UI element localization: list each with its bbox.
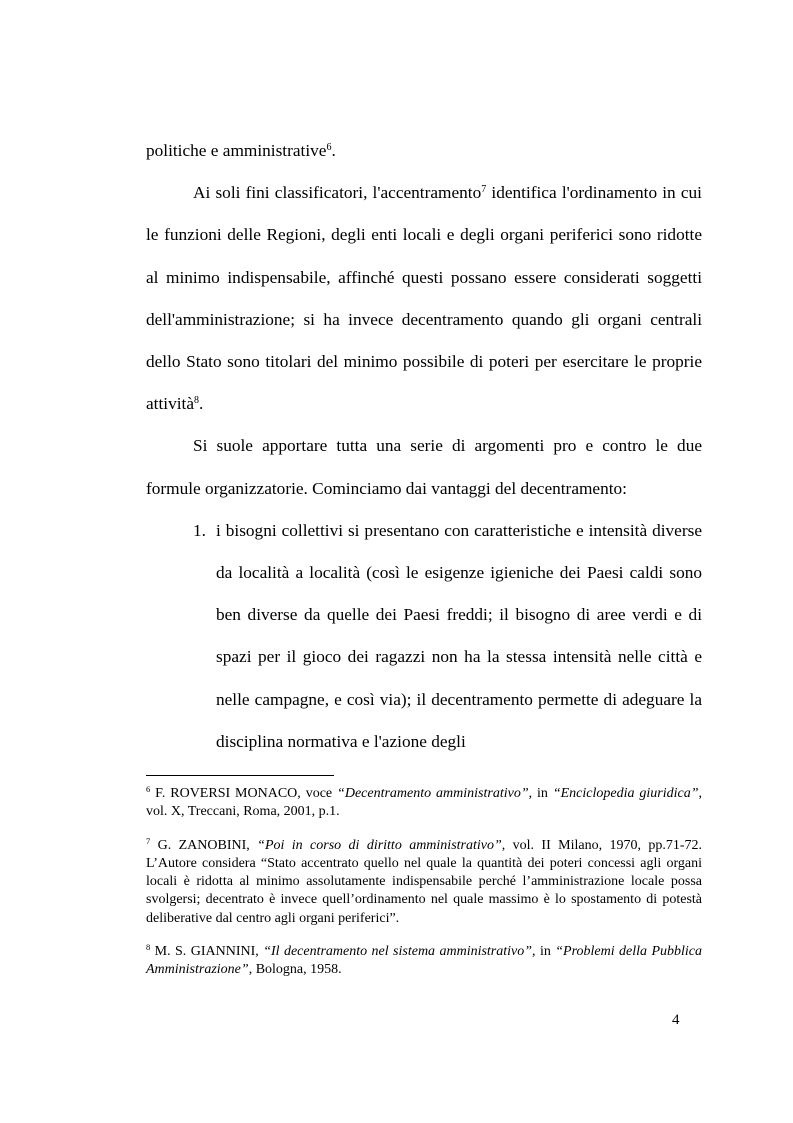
list-item [146, 510, 702, 763]
advantages-list [146, 510, 702, 763]
page-number: 4 [672, 1012, 680, 1028]
footnote-text: , vol. X, Treccani, Roma, 2001, p.1. [146, 786, 703, 820]
paragraph-text: Ai soli fini classificatori, l'accentramento [193, 183, 482, 203]
footnote-number: 7 [146, 835, 151, 846]
footnote-text: , Bologna, 1958. [248, 962, 342, 978]
punctuation: . [199, 394, 204, 414]
footnotes [146, 785, 702, 995]
footnote-title: “Poi in corso di diritto amministrativo” [257, 837, 502, 853]
paragraph-accentramento [146, 172, 702, 425]
footnote-text: G. ZANOBINI, [150, 837, 258, 853]
footnote-ref-6[interactable]: 6 [326, 142, 332, 153]
footnote-title: “Enciclopedia giuridica” [552, 786, 699, 801]
footnote-8 [146, 943, 702, 980]
footnote-ref-7[interactable]: 7 [481, 184, 487, 196]
list-item-number: 1. [193, 520, 206, 540]
footnote-number: 6 [146, 784, 151, 794]
list-item-text: i bisogni collettivi si presentano con caratteristiche e intensità diverse da località a località (così le esigenze igieniche dei Paesi caldi sono ben diverse da quelle dei Paesi freddi; il bisogno di aree verdi e di spazi per il gioco dei ragazzi non ha la stessa intensità nelle città e nelle campagne, e così via); il decentramento permette di adeguare la disciplina normativa e l'azione degli [216, 520, 702, 751]
footnote-number: 8 [146, 942, 151, 953]
footnote-separator [146, 775, 334, 776]
footnote-text: M. S. GIANNINI, [150, 944, 264, 960]
paragraph-text: politiche e amministrative [146, 141, 327, 160]
footnote-text: F. ROVERSI MONACO, voce [150, 786, 338, 801]
paragraph-argomenti: Si suole apportare tutta una serie di argomenti pro e contro le due formule organizzatorie. Cominciamo dai vantaggi del decentramento: [146, 436, 702, 498]
footnote-ref-8[interactable]: 8 [194, 395, 199, 407]
footnote-text: , in [532, 944, 556, 960]
punctuation: . [331, 141, 336, 160]
footnote-7 [146, 837, 702, 928]
footnote-title: “Decentramento amministrativo” [337, 786, 529, 801]
footnote-title: “Il decentramento nel sistema amministrativo” [263, 944, 533, 960]
footnote-text: , in [528, 786, 553, 801]
footnote-6 [146, 785, 702, 822]
paragraph-text: identifica l'ordinamento in cui le funzioni delle Regioni, degli enti locali e degli organi periferici sono ridotte al minimo indispensabile, affinché questi possano essere considerati soggetti dell'amministrazione; si ha invece decentramento quando gli organi centrali dello Stato sono titolari del minimo possibile di poteri per esercitare le proprie attività [146, 183, 702, 414]
footnote-text: , vol. II Milano, 1970, pp.71-72. L’Autore considera “Stato accentrato quello nel quale la quantità dei poteri concessi agli organi locali è ridotta al minimo assolutamente indispensabile perché l’amministrazione locale possa svolgersi; decentrato è invece quell’ordinamento nel quale massimo è lo spostamento di potestà deliberative dal centro agli organi periferici”. [146, 837, 703, 926]
paragraph-continuation [146, 130, 702, 172]
main-text [146, 130, 702, 763]
footnote-title: “Problemi della Pubblica Amministrazione” [146, 944, 702, 978]
